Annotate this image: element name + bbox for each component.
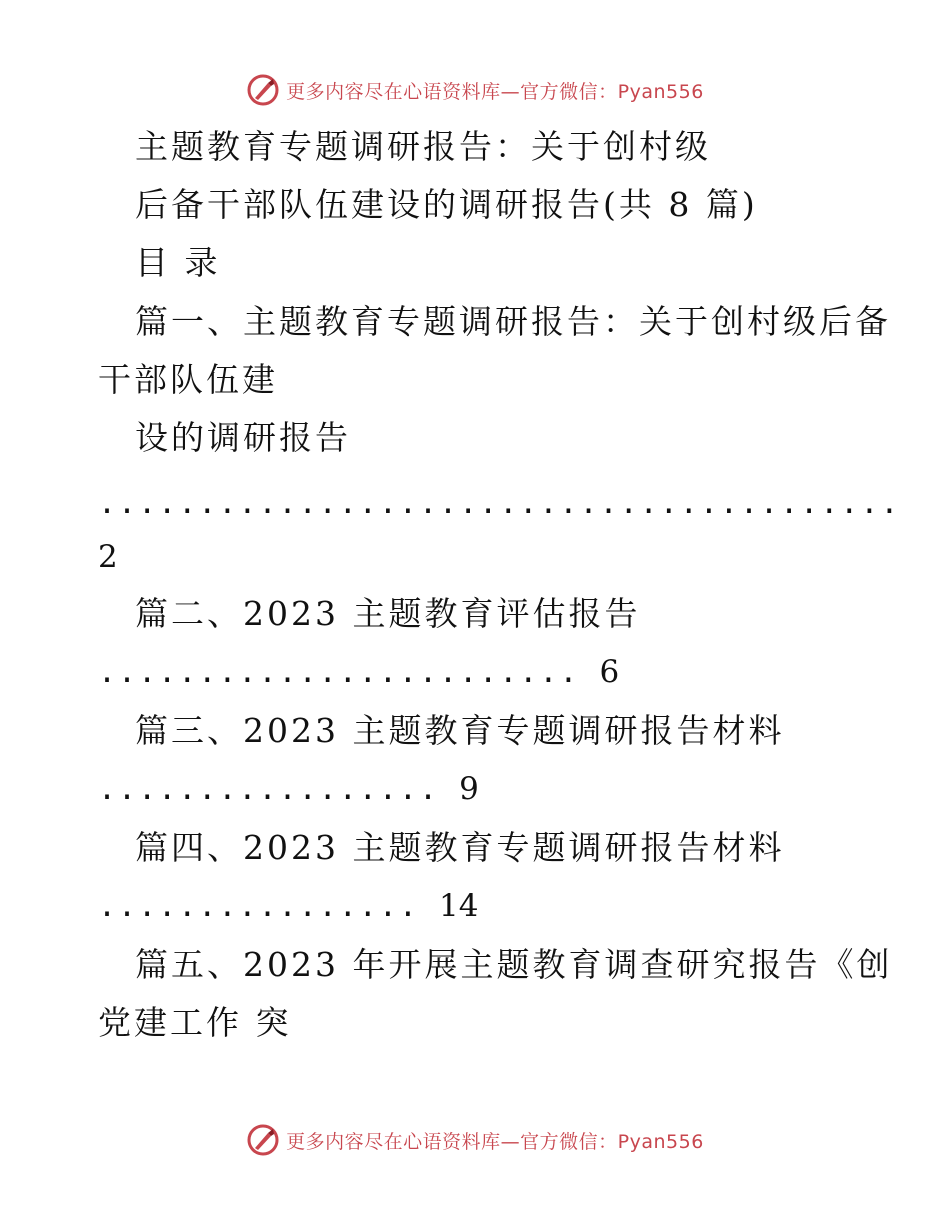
toc-entry-4-leader: ................ [98, 889, 419, 924]
quill-logo-icon [246, 73, 280, 107]
banner-contact: 官方微信：Pyan556 [520, 80, 704, 103]
quill-logo-icon [246, 1123, 280, 1157]
banner-contact: 官方微信：Pyan556 [520, 1130, 704, 1153]
header-banner [0, 70, 950, 110]
toc-entry-4-page-number: 14 [439, 888, 479, 924]
banner-text [286, 1127, 704, 1154]
document-title-line-1: 主题教育专题调研报告：关于创村级 [135, 127, 711, 166]
toc-entry-1-page [98, 536, 118, 577]
toc-entry-2-page-number: 6 [599, 654, 620, 690]
document-title-line-2: 后备干部队伍建设的调研报告(共 8 篇) [135, 185, 758, 224]
toc-entry-5-line-2: 党建工作 突 [98, 1003, 292, 1042]
toc-entry-3-line-1: 篇三、2023 主题教育专题调研报告材料 [135, 711, 785, 750]
toc-entry-2-leader: ........................ [98, 655, 580, 690]
banner-site-name: 更多内容尽在心语资料库 [286, 1130, 501, 1153]
banner-text [286, 77, 704, 104]
toc-entry-2-leader-row [98, 652, 619, 693]
toc-entry-3-leader-row [98, 769, 479, 810]
footer-banner [0, 1120, 950, 1160]
toc-entry-1-line-3: 设的调研报告 [135, 418, 351, 457]
toc-entry-1-page-number: 2 [98, 539, 118, 575]
toc-entry-4-leader-row [98, 886, 479, 927]
toc-entry-4-line-1: 篇四、2023 主题教育专题调研报告材料 [135, 828, 785, 867]
toc-entry-2-line-1: 篇二、2023 主题教育评估报告 [135, 594, 641, 633]
toc-entry-1-line-2: 干部队伍建 [98, 360, 278, 399]
banner-site-name: 更多内容尽在心语资料库 [286, 80, 501, 103]
banner-separator: — [500, 1130, 521, 1153]
toc-entry-5-line-1: 篇五、2023 年开展主题教育调查研究报告《创 [135, 945, 893, 984]
toc-heading: 目 录 [135, 243, 221, 282]
banner-separator: — [500, 80, 521, 103]
toc-entry-3-leader: ................. [98, 772, 440, 807]
toc-entry-1-line-1: 篇一、主题教育专题调研报告：关于创村级后备 [135, 302, 891, 341]
toc-entry-1-leader: ........................................ [98, 486, 901, 521]
toc-entry-3-page-number: 9 [459, 771, 479, 807]
